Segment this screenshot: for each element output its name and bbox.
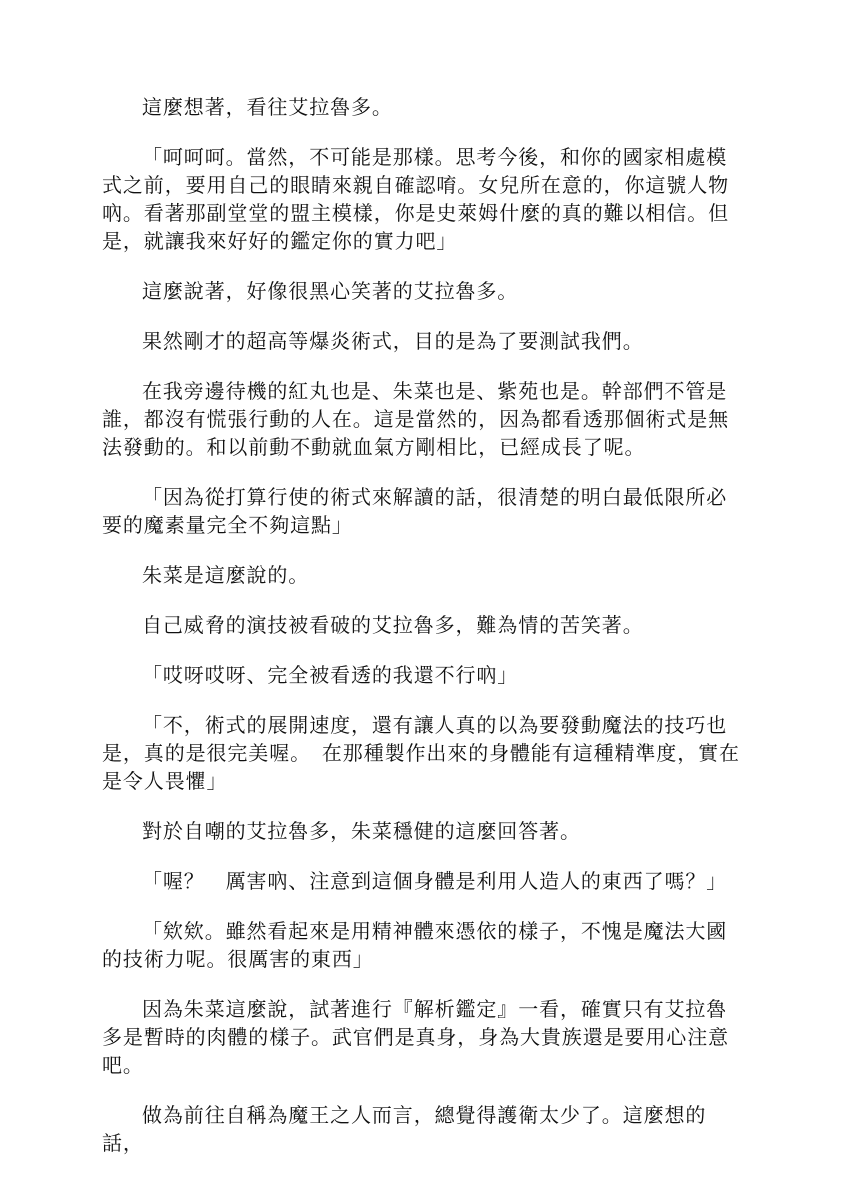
paragraph: 「喔？ 厲害吶、注意到這個身體是利用人造人的東西了嗎？」 — [142, 869, 728, 893]
paragraph: 「哎呀哎呀、完全被看透的我還不行吶」 — [142, 663, 519, 687]
paragraph: 做為前往自稱為魔王之人而言，總覺得護衛太少了。這麼想的話， — [102, 1103, 707, 1155]
paragraph: 「呵呵呵。當然，不可能是那樣。思考今後，和你的國家相處模式之前，要用自己的眼睛來親自確認唷。女兒所在意的，你這號人物吶。看著那副堂堂的盟主模樣，你是史萊姆什麼的真的難以相信。但是，就讓我來好好的鑑定你的實力吧」 — [102, 145, 729, 253]
paragraph: 自己威脅的演技被看破的艾拉魯多，難為情的苦笑著。 — [142, 613, 644, 637]
paragraph: 對於自嘲的艾拉魯多，朱菜穩健的這麼回答著。 — [142, 819, 581, 843]
paragraph: 這麼想著，看往艾拉魯多。 — [142, 95, 393, 119]
document-body — [102, 93, 748, 1179]
paragraph: 因為朱菜這麼說，試著進行『解析鑑定』一看，確實只有艾拉魯多是暫時的肉體的樣子。武官們是真身，身為大貴族還是要用心注意吧。 — [102, 997, 729, 1077]
paragraph: 朱菜是這麼說的。 — [142, 563, 310, 587]
paragraph: 在我旁邊待機的紅丸也是、朱菜也是、紫苑也是。幹部們不管是誰，都沒有慌張行動的人在。這是當然的，因為都看透那個術式是無法發動的。和以前動不動就血氣方剛相比，已經成長了呢。 — [102, 379, 729, 459]
paragraph: 這麼說著，好像很黑心笑著的艾拉魯多。 — [142, 279, 519, 303]
paragraph: 果然剛才的超高等爆炎術式，目的是為了要測試我們。 — [142, 329, 644, 353]
paragraph: 「不，術式的展開速度，還有讓人真的以為要發動魔法的技巧也是，真的是很完美喔。 在那種製作出來的身體能有這種精準度，實在是令人畏懼」 — [102, 713, 740, 793]
paragraph: 「因為從打算行使的術式來解讀的話，很清楚的明白最低限所必要的魔素量完全不夠這點」 — [102, 485, 728, 537]
paragraph: 「欸欸。雖然看起來是用精神體來憑依的樣子，不愧是魔法大國的技術力呢。很厲害的東西」 — [102, 919, 728, 971]
